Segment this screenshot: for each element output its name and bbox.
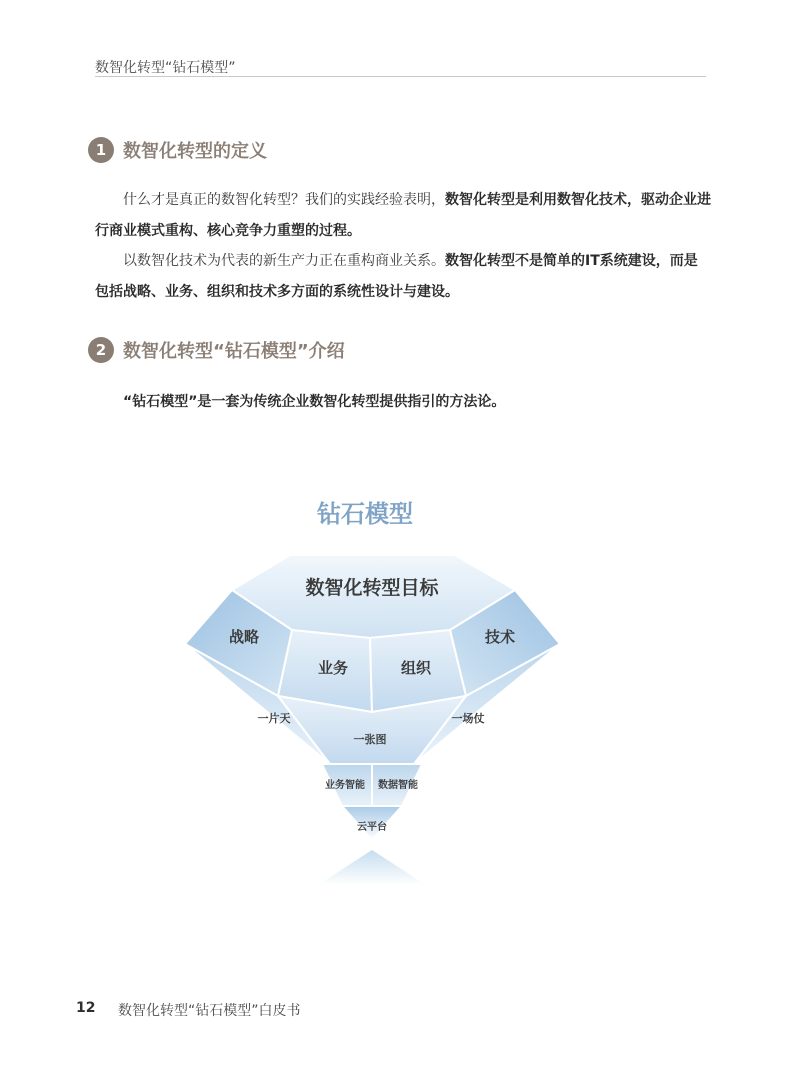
paragraph-text: 以数智化技术为代表的新生产力正在重构商业关系。 [123, 253, 445, 269]
label-technology: 技术 [484, 628, 516, 646]
section-number-badge: 1 [88, 137, 114, 163]
diamond-reflection [318, 850, 426, 885]
diagram-title: 钻石模型 [317, 500, 413, 528]
page-number: 12 [76, 1000, 96, 1016]
section-number-badge: 2 [88, 337, 114, 363]
paragraph-text: 什么才是真正的数智化转型？我们的实践经验表明， [123, 192, 445, 208]
label-one-map: 一张图 [353, 733, 387, 746]
running-header: 数智化转型“钻石模型” [95, 60, 236, 76]
label-data-intel: 数据智能 [378, 780, 418, 791]
label-business: 业务 [317, 659, 349, 677]
label-top-goal: 数智化转型目标 [305, 577, 439, 599]
label-cloud-platform: 云平台 [357, 822, 387, 833]
paragraph-emphasis: 数智化转型是利用数智化技术，驱动企业进行商业模式重构、核心竞争力重塑的过程。 [95, 192, 711, 239]
label-strategy: 战略 [228, 628, 260, 646]
label-business-intel: 业务智能 [325, 780, 365, 791]
paragraph-emphasis: 数智化转型不是简单的IT系统建设，而是包括战略、业务、组织和技术多方面的系统性设计与建设。 [95, 253, 698, 300]
section-title: 数智化转型“钻石模型”介绍 [123, 341, 345, 362]
label-organization: 组织 [400, 659, 432, 677]
footer-book-title: 数智化转型“钻石模型”白皮书 [118, 1003, 301, 1019]
section-title: 数智化转型的定义 [123, 141, 267, 162]
label-one-sky: 一片天 [257, 712, 291, 725]
paragraph-emphasis: “钻石模型”是一套为传统企业数智化转型提供指引的方法论。 [123, 394, 506, 410]
label-one-arena: 一场仗 [451, 712, 485, 725]
